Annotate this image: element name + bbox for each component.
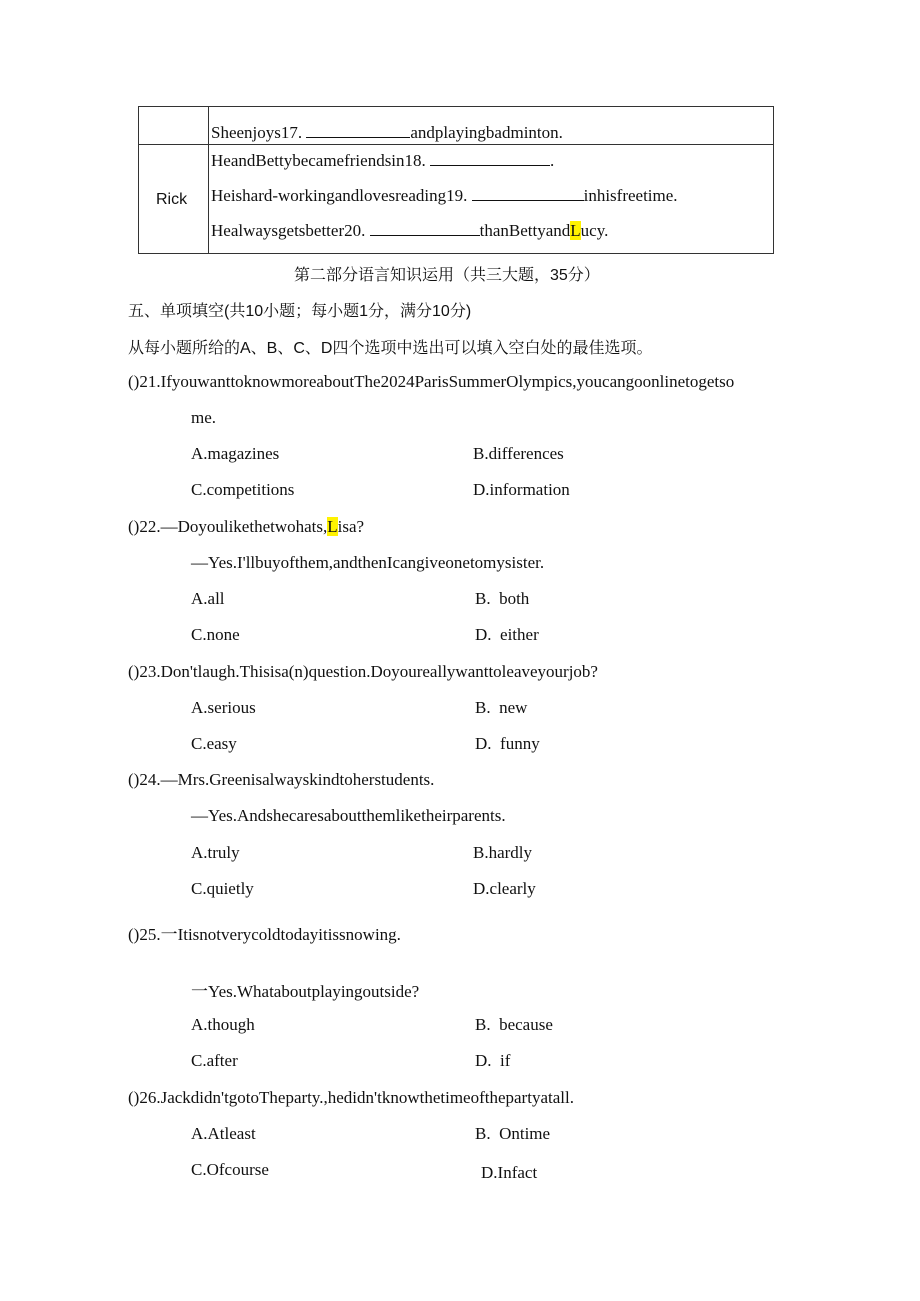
line20-end: ucy.	[580, 221, 609, 240]
question-25-stem-cont: 一Yes.Whataboutplayingoutside?	[191, 982, 420, 1001]
question-25-stem: ()25.一Itisnotverycoldtodayitissnowing.	[128, 925, 401, 944]
q21-option-a[interactable]: A.magazines	[191, 444, 280, 463]
q22-option-b[interactable]: B. both	[475, 589, 530, 608]
row1-text-start: Sheenjoys17.	[211, 123, 307, 142]
q24-option-b[interactable]: B.hardly	[473, 843, 533, 862]
q25-option-c[interactable]: C.after	[191, 1051, 238, 1070]
instruction-text: 从每小题所给的A、B、C、D四个选项中选出可以填入空白处的最佳选项。	[128, 340, 653, 357]
q26-option-b[interactable]: B. Ontime	[475, 1124, 551, 1143]
part2-title: 第二部分语言知识运用（共三大题，35分）	[294, 267, 600, 284]
highlighted-letter: L	[327, 517, 338, 536]
q23-option-a[interactable]: A.serious	[191, 698, 256, 717]
q25-option-b[interactable]: B. because	[475, 1015, 553, 1034]
table-row-2-line-3	[211, 221, 608, 241]
q22-stem-end: isa?	[337, 517, 365, 536]
q24-option-c[interactable]: C.quietly	[191, 879, 254, 898]
question-21-stem: ()21.IfyouwanttoknowmoreaboutThe2024ParisSummerOlympics,youcangoonlinetogetso	[128, 372, 735, 391]
q21-option-b[interactable]: B.differences	[473, 444, 564, 463]
q23-option-c[interactable]: C.easy	[191, 734, 237, 753]
line18-end: .	[550, 151, 555, 170]
table-row-1	[211, 123, 563, 143]
q21-option-d[interactable]: D.information	[473, 480, 570, 499]
question-24-stem-cont: —Yes.Andshecaresaboutthemliketheirparents.	[191, 806, 506, 825]
blank-18[interactable]	[430, 151, 550, 166]
q24-option-d[interactable]: D.clearly	[473, 879, 536, 898]
table-row-2-line-1	[211, 151, 554, 171]
table-row-divider	[139, 144, 773, 145]
info-table	[138, 106, 774, 254]
question-24-stem: ()24.—Mrs.Greenisalwayskindtoherstudents.	[128, 770, 435, 789]
question-26-stem: ()26.Jackdidn'tgotoTheparty.,hedidn'tknowthetimeofthepartyatall.	[128, 1088, 574, 1107]
q24-option-a[interactable]: A.truly	[191, 843, 240, 862]
line20-text: Healwaysgetsbetter20.	[211, 221, 370, 240]
q25-option-a[interactable]: A.though	[191, 1015, 255, 1034]
section5-title: 五、单项填空(共10小题；每小题1分，满分10分)	[128, 303, 472, 320]
question-23-stem: ()23.Don'tlaugh.Thisisa(n)question.Doyoureallywanttoleaveyourjob?	[128, 662, 598, 681]
q25-option-d[interactable]: D. if	[475, 1051, 511, 1070]
line18-text: HeandBettybecamefriendsin18.	[211, 151, 431, 170]
q23-option-d[interactable]: D. funny	[475, 734, 540, 753]
blank-17[interactable]	[306, 123, 410, 138]
q23-option-b[interactable]: B. new	[475, 698, 528, 717]
question-22-stem-cont: —Yes.I'llbuyofthem,andthenIcangiveonetomysister.	[191, 553, 545, 572]
q21-option-c[interactable]: C.competitions	[191, 480, 295, 499]
q26-option-c[interactable]: C.Ofcourse	[191, 1160, 269, 1179]
q26-option-a[interactable]: A.Atleast	[191, 1124, 256, 1143]
q22-option-d[interactable]: D. either	[475, 625, 539, 644]
highlighted-letter: L	[570, 221, 581, 240]
row1-text-end: andplayingbadminton.	[410, 123, 563, 142]
question-22-stem	[128, 517, 364, 537]
blank-19[interactable]	[472, 186, 584, 201]
q22-option-c[interactable]: C.none	[191, 625, 240, 644]
question-21-stem-cont: me.	[191, 408, 217, 427]
q26-option-d[interactable]: D.Infact	[481, 1163, 538, 1182]
blank-20[interactable]	[370, 221, 480, 236]
line19-end: inhisfreetime.	[583, 186, 678, 205]
table-row-2-line-2	[211, 186, 678, 206]
q22-option-a[interactable]: A.all	[191, 589, 225, 608]
line19-text: Heishard-workingandlovesreading19.	[211, 186, 472, 205]
line20-mid: thanBettyand	[479, 221, 571, 240]
q22-stem-start: ()22.—Doyoulikethetwohats,	[128, 517, 328, 536]
student-name: Rick	[156, 191, 188, 208]
table-column-divider	[208, 107, 209, 253]
